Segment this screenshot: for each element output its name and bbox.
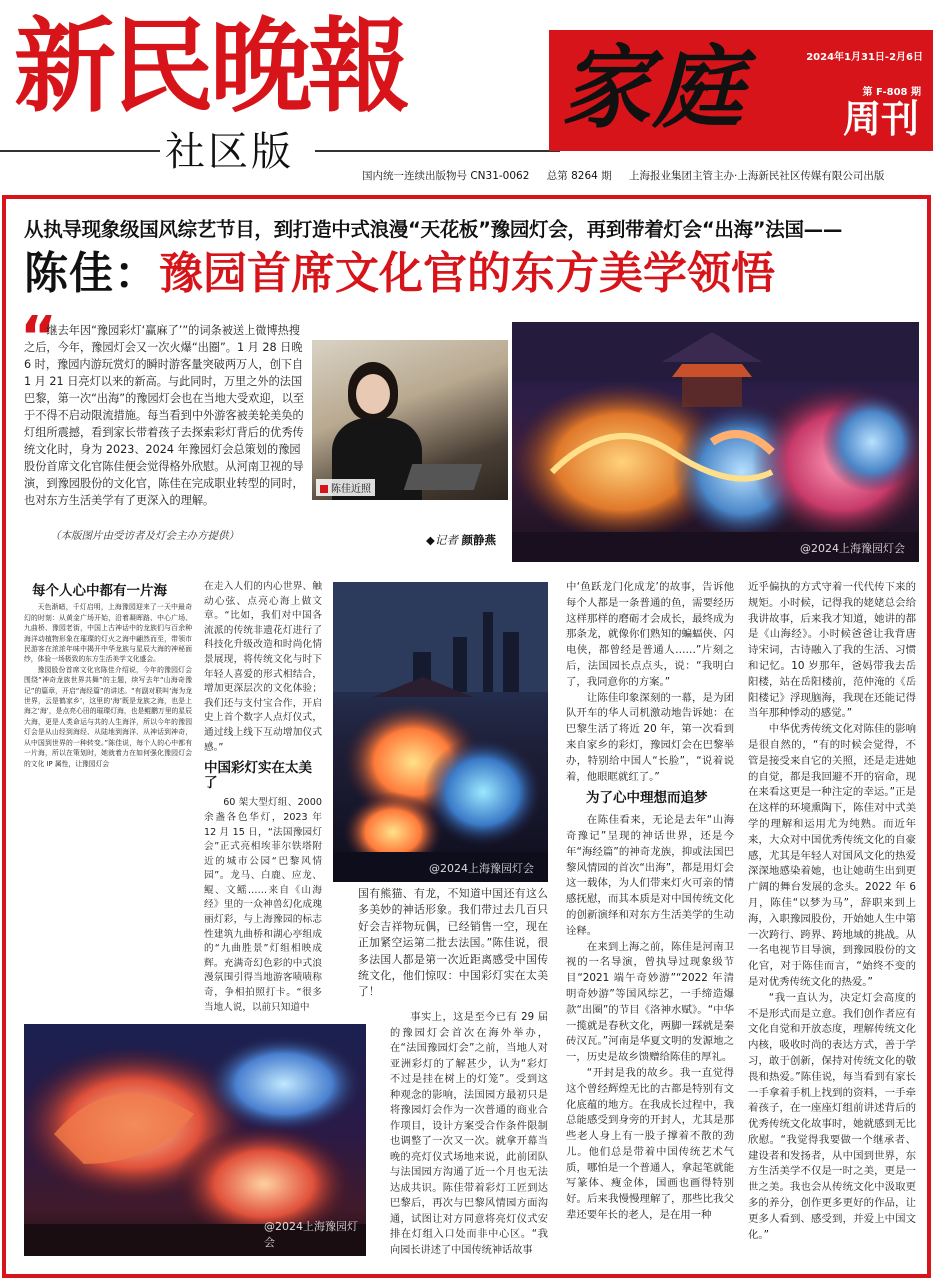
laptop-icon <box>404 464 482 490</box>
section-3-paragraph-4: 近乎偏执的方式守着一代代传下来的规矩。小时候，记得我的姥姥总会给我讲故事，后来我才知道，她讲的都是《山海经》。小时候爸爸让我背唐诗宋词，古诗融入了我的生活、习惯和记忆。10 岁那年，爸妈带我去岳阳楼，站在岳阳楼前，范仲淹的《岳阳楼记》浮现脑海，我现在还能记得当年那种悸动的感觉。” <box>748 581 916 720</box>
headline-main: 豫园首席文化官的东方美学领悟 <box>159 248 775 299</box>
section-3-paragraph-1: 在陈佳看来，无论是去年“山海奇豫记”呈现的神话世界，还是今年“海经篇”的神奇龙族，抑或法国巴黎风情园的首次“出海”，都是用灯会这一载体，为人们带来灯火可亲的情感抚慰，而其本质是对中国传统文化的创新演绎和对东方生活美学的生动诠释。 <box>566 814 734 937</box>
column-3-top <box>358 886 548 1001</box>
photo2-watermark: @2024上海豫园灯会 <box>429 862 534 875</box>
section-1-title: 每个人心中都有一片海 <box>32 583 167 599</box>
photo3-watermark: @2024上海豫园灯会 <box>264 1220 358 1249</box>
lantern-hero-photo <box>512 322 919 562</box>
masthead <box>0 0 933 190</box>
publication-info <box>362 168 898 183</box>
column-4 <box>566 580 734 1224</box>
masthead-rule-left <box>0 150 160 152</box>
section-3-title: 为了心中理想而追梦 <box>586 790 708 807</box>
fish-lantern-photo <box>24 1024 366 1256</box>
section-2-title: 中国彩灯实在太美了 <box>204 760 312 791</box>
image-source-note: （本版图片由受访者及灯会主办方提供） <box>50 530 239 542</box>
issue-number: 第 F-808 期 <box>862 87 921 98</box>
skyline-lantern-illustration <box>333 582 548 882</box>
section-2-paragraph-5: 让陈佳印象深刻的一幕，是为团队开车的华人司机激动地告诉她：在巴黎生活了将近 20 年，第一次看到来自家乡的彩灯，豫园灯会在巴黎举办，特别给中国人“长脸”，“说着说着，他眼眶就红了。” <box>566 691 734 783</box>
newspaper-title: 新民晚報 <box>14 8 406 127</box>
byline-name: 颜静燕 <box>461 533 496 547</box>
hero-photo-watermark: @2024上海豫园灯会 <box>800 542 905 555</box>
intro-text <box>24 322 306 509</box>
column-3-bottom <box>390 1010 548 1258</box>
quote-mark-icon: “ <box>20 305 57 370</box>
section-3-paragraph-3: “开封是我的故乡。我一直觉得这个曾经辉煌无比的古都是特别有文化底蕴的地方。在我成长过程中，我总能感受到身旁的开封人，尤其是那些老人身上有一股子撑着不散的劲儿。他们总是带着中国传统艺术气质，哪怕是一个普通人，拿起笔就能写篆体、瘦金体，国画也画得特别好。后来我慢慢理解了，那些比我父辈还要年长的老人，是在用一种 <box>566 1066 734 1222</box>
lantern-scene-illustration <box>512 322 919 562</box>
intro-block <box>24 322 508 558</box>
edition-label: 社区版 <box>165 129 294 175</box>
section-1-paragraph-2: 豫园股份首席文化官陈佳介绍说，今年的豫园灯会围绕“神奇龙族世界共舞”的主题，续写去年“山海奇豫记”的篇章，开启“海经篇”的讲述。“有副对联叫‘海为龙世界，云是鹤家乡’，这里的‘海’既是龙族之海，也是上海之‘海’，是点亮心田的璀璨灯海，也是鲲鹏万里的星辰大海，更是人类命运与共的人生海洋，所以今年的豫园灯会是从山经到海经、从陆地到海洋、从神话到神奇，从中国到世界的一种转变。”陈佳说，每个人的心中都有一片海，所以在策划时，她就着力在如何强化豫园灯会的文化 IP 属性，让豫园灯会 <box>24 665 192 768</box>
intro-paragraph: 继去年因“豫园彩灯‘赢麻了’”的词条被送上微博热搜之后，今年，豫园灯会又一次火爆“出圈”。1 月 28 日晚 6 时，豫园内游玩赏灯的瞬时游客量突破两万人，创下自 1 月 21 日亮灯以来的新高。与此同时，万里之外的法国巴黎，第一次“出海”的豫园灯会也在当地大受欢迎，以至于不得不启动限流措施。每当看到中外游客被美轮美奂的灯组所震撼，看到家长带着孩子去探索彩灯背后的优秀传统文化时，身为 2023、2024 年豫园灯会总策划的豫园股份首席文化官陈佳便会觉得格外欣慰。从河南卫视的导演，到豫园股份的文化官，陈佳在完成职业转型的同时，也对东方生活美学有了更深入的理解。 <box>24 324 305 507</box>
portrait-face <box>356 374 390 414</box>
article-kicker: 从执导现象级国风综艺节目，到打造中式浪漫“天花板”豫园灯会，再到带着灯会“出海”法国—— <box>24 218 843 241</box>
publication-serial: 国内统一连续出版物号 CN31-0062 <box>362 170 530 182</box>
skyline-lantern-photo <box>333 582 548 882</box>
section-2-paragraph-2: 国有熊猫、有龙，不知道中国还有这么多美妙的神话形象。我们带过去几百只好会吉祥物玩偶，已经销售一空，现在正加紧空运第二批去法国。”陈佳说，很多法国人都是第一次近距离感受中国传统文化，他们惊叹：中国彩灯实在太美了！ <box>358 887 548 999</box>
family-weekly-box <box>549 30 933 151</box>
section-1-paragraph-3: 在走入人们的内心世界、触动心弦、点亮心海上做文章。“比如，我们对中国各流派的传统非遗花灯进行了科技化升级改造和时尚化情景展现，将传统文化与时下年轻人喜爱的形式相结合，增加更深层次的文化体验；我们还与支付宝合作，开启史上首个数字人点灯仪式，通过线上线下互动增加仪式感。” <box>204 581 322 753</box>
headline-name: 陈佳 <box>24 248 114 299</box>
headline-colon: ： <box>114 248 159 299</box>
issue-date: 2024年1月31日-2月6日 <box>806 52 923 63</box>
article-headline <box>24 244 775 304</box>
section-2-paragraph-4: 中‘鱼跃龙门化成龙’的故事，告诉他每个人都是一条普通的鱼，需要经历这样那样的磨砺才会成长，最终成为那条龙，就像你们熟知的蝙蝠侠、闪电侠，都曾经是普通人……”片刻之后，法国园长点点头，说：“我明白了，我同意你的方案。” <box>566 581 734 688</box>
column-1 <box>24 580 192 1020</box>
masthead-rule-right <box>315 150 560 152</box>
column-2 <box>204 580 322 1015</box>
portrait-photo <box>312 340 508 500</box>
section-3-paragraph-2: 在来到上海之前，陈佳是河南卫视的一名导演，曾执导过现象级节目“2021 端午奇妙游”“2022 年清明奇妙游”等国风综艺，一手缔造爆款“出圈”的节目《洛神水赋》。“中华一揽就是春秋文化，两脚一踩就是秦砖汉瓦。”河南是华夏文明的发源地之一，历史是故乡馈赠给陈佳的厚礼。 <box>566 940 734 1064</box>
publication-total-issue: 总第 8264 期 <box>546 170 612 182</box>
portrait-caption: 陈佳近照 <box>316 479 375 496</box>
weekly-label: 周刊 <box>842 97 919 141</box>
publication-publisher: 上海报业集团主管主办·上海新民社区传媒有限公司出版 <box>629 170 885 182</box>
family-title: 家庭 <box>561 35 745 141</box>
section-3-paragraph-5: 中华优秀传统文化对陈佳的影响是很自然的，“有的时候会觉得，不管是接受来自它的关照，还是走进她的自觉，都是我回避不开的宿命，现在来看这更是一种注定的幸运。”正是在这样的环境熏陶下，陈佳对中式美学的理解和运用尤为纯熟。而近年来，大众对中国优秀传统文化的自豪感，尤其是年轻人对国风文化的热爱深深地感染着她，也让她萌生出到更广阔的舞台发展的念头。2022 年 6 月，陈佳“以梦为马”，辞职来到上海，入职豫园股份，开始她人生中第一次跨行、跨界、跨地域的挑战。从一名电视节目导演，到豫园股份的文化官，对于陈佳而言，“始终不变的是对优秀传统文化的热爱。” <box>748 723 916 988</box>
section-1-paragraph-1: 天色渐暗，千灯启明，上海豫园迎来了一天中最奇幻的时刻：从黄金广场开始，沿着凝晖路、中心广场、九曲桥、豫园老街，中国上古神话中的龙族们与百余种海洋动植物形象在璀璨的灯火之海中翩然而至，带领市民游客在浓浓年味中揭开中华龙族与星辰大海的神秘面纱，体验一场极致的东方生活美学文化盛会。 <box>24 603 192 664</box>
section-2-paragraph-3: 事实上，这是至今已有 29 届的豫园灯会首次在海外举办，在“法国豫园灯会”之前，当地人对亚洲彩灯的了解甚少，认为“彩灯不过是挂在树上的灯笼”。受到这种观念的影响，法国园方最初只是将豫园灯会作为一次普通的商业合作项目，设计方案受合作条件限制也调整了一次又一次。就拿开幕当晚的亮灯仪式场地来说，此前团队与法国园方沟通了近一个月也无法达成共识。陈佳带着彩灯工匠到达巴黎后，再次与巴黎风情园方面沟通，试图让对方同意将亮灯仪式安排在灯组入口处而非中心区。“我向园长讲述了中国传统神话故事 <box>390 1012 548 1256</box>
section-3-paragraph-6: “我一直认为，决定灯会高度的不是形式而是立意。我们创作者应有文化自觉和开放态度，理解传统文化内核，吸收时尚的表达方式，善于学习，敢于创新，保持对传统文化的敬畏和热爱。”陈佳说，每当看到有家长一手拿着手机上找到的资料，一手牵着孩子，在一座座灯组前讲述背后的优秀传统文化故事时，她就感到无比欣慰。“我觉得我要做一个继承者、建设者和发扬者，从中国到世界，东方生活美学不仅是一时之美，更是一世之美。我也会从传统文化中汲取更多的养分，创作更多更好的作品，让更多人看到、感受到，并爱上中国文化。” <box>748 991 916 1241</box>
byline-prefix: ◆记者 <box>426 533 458 547</box>
column-5 <box>748 580 916 1243</box>
section-2-paragraph-1: 60 架大型灯组、2000 余盏各色华灯，2023 年 12 月 15 日，“法国豫园灯会”正式亮相埃菲尔铁塔附近的城市公园“巴黎风情园”。龙马、白鹿、应龙、鲲、文鳐……来自《山海经》里的一众神兽幻化成瑰丽灯彩，与上海豫园的标志性建筑九曲桥和湖心亭组成的“九曲胜景”灯组相映成辉。充满奇幻色彩的中式浪漫氛围引得当地游客啧啧称奇，争相拍照打卡。“很多当地人说，以前只知道中 <box>204 797 322 1013</box>
byline <box>426 532 496 548</box>
